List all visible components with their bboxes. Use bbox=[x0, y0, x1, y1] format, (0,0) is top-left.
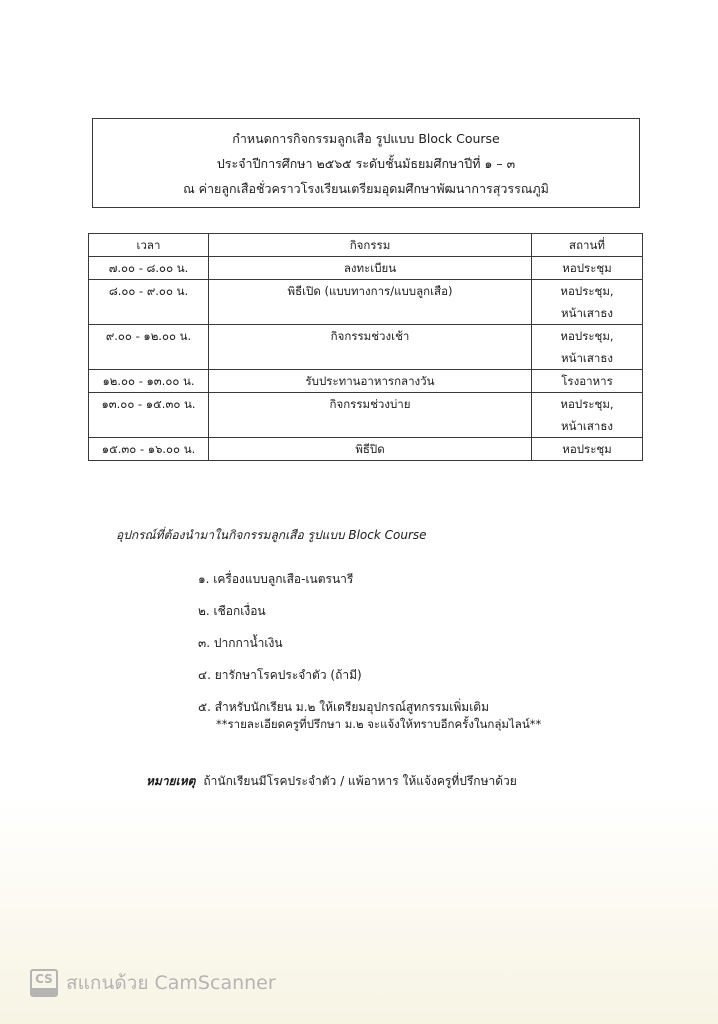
place-text: หอประชุม, bbox=[560, 397, 614, 411]
activity-cell: พิธีปิด bbox=[209, 438, 532, 461]
activity-cell: กิจกรรมช่วงบ่าย bbox=[209, 393, 532, 438]
place-cell bbox=[532, 280, 643, 325]
equipment-item: ๑. เครื่องแบบลูกเสือ-เนตรนารี bbox=[198, 572, 354, 586]
place-cell bbox=[532, 370, 643, 393]
place-text: โรงอาหาร bbox=[561, 374, 613, 388]
table-header-row bbox=[89, 234, 643, 257]
place-text: หอประชุม bbox=[562, 261, 612, 275]
schedule-table bbox=[88, 233, 643, 461]
time-cell: ๑๕.๓๐ - ๑๖.๐๐ น. bbox=[89, 438, 209, 461]
title-box bbox=[92, 118, 640, 208]
equipment-title: อุปกรณ์ที่ต้องนำมาในกิจกรรมลูกเสือ รูปแบบ Block Course bbox=[116, 528, 427, 542]
place-text: หน้าเสาธง bbox=[561, 306, 613, 320]
table-row bbox=[89, 370, 643, 393]
camscanner-logo-icon: CS bbox=[30, 969, 58, 997]
equipment-item: ๔. ยารักษาโรคประจำตัว (ถ้ามี) bbox=[198, 668, 362, 682]
place-text: หอประชุม bbox=[562, 442, 612, 456]
equipment-note: **รายละเอียดครูที่ปรึกษา ม.๒ จะแจ้งให้ทราบอีกครั้งในกลุ่มไลน์** bbox=[216, 717, 542, 731]
remark-label: หมายเหตุ bbox=[146, 774, 196, 788]
equipment-item: ๕. สำหรับนักเรียน ม.๒ ให้เตรียมอุปกรณ์สูทกรรมเพิ่มเติม bbox=[198, 700, 490, 714]
column-header-time: เวลา bbox=[89, 234, 209, 257]
place-cell bbox=[532, 325, 643, 370]
camscanner-watermark bbox=[30, 968, 276, 998]
title-line-1: กำหนดการกิจกรรมลูกเสือ รูปแบบ Block Course bbox=[232, 130, 500, 146]
place-text: หน้าเสาธง bbox=[561, 419, 613, 433]
place-cell bbox=[532, 393, 643, 438]
activity-cell: รับประทานอาหารกลางวัน bbox=[209, 370, 532, 393]
column-header-place: สถานที่ bbox=[532, 234, 643, 257]
table-row bbox=[89, 257, 643, 280]
remark bbox=[146, 772, 517, 791]
time-cell: ๗.๐๐ - ๘.๐๐ น. bbox=[89, 257, 209, 280]
equipment-item: ๒. เชือกเงื่อน bbox=[198, 604, 266, 618]
place-text: หน้าเสาธง bbox=[561, 351, 613, 365]
activity-cell: กิจกรรมช่วงเช้า bbox=[209, 325, 532, 370]
watermark-text: สแกนด้วย CamScanner bbox=[66, 972, 276, 994]
remark-text: ถ้านักเรียนมีโรคประจำตัว / แพ้อาหาร ให้แจ้งครูที่ปรึกษาด้วย bbox=[203, 774, 517, 788]
time-cell: ๘.๐๐ - ๙.๐๐ น. bbox=[89, 280, 209, 325]
equipment-list bbox=[198, 563, 489, 723]
place-text: หอประชุม, bbox=[560, 329, 614, 343]
time-cell: ๑๒.๐๐ - ๑๓.๐๐ น. bbox=[89, 370, 209, 393]
table-row bbox=[89, 438, 643, 461]
activity-cell: ลงทะเบียน bbox=[209, 257, 532, 280]
time-cell: ๙.๐๐ - ๑๒.๐๐ น. bbox=[89, 325, 209, 370]
table-row bbox=[89, 393, 643, 438]
place-cell bbox=[532, 257, 643, 280]
equipment-item: ๓. ปากกาน้ำเงิน bbox=[198, 636, 283, 650]
place-text: หอประชุม, bbox=[560, 284, 614, 298]
title-line-2: ประจำปีการศึกษา ๒๕๖๕ ระดับชั้นมัธยมศึกษาปีที่ ๑ – ๓ bbox=[216, 155, 516, 171]
activity-cell: พิธีเปิด (แบบทางการ/แบบลูกเสือ) bbox=[209, 280, 532, 325]
column-header-activity: กิจกรรม bbox=[209, 234, 532, 257]
table-row bbox=[89, 325, 643, 370]
time-cell: ๑๓.๐๐ - ๑๕.๓๐ น. bbox=[89, 393, 209, 438]
place-cell bbox=[532, 438, 643, 461]
title-line-3: ณ ค่ายลูกเสือชั่วคราวโรงเรียนเตรียมอุดมศึกษาพัฒนาการสุวรรณภูมิ bbox=[183, 180, 549, 196]
table-row bbox=[89, 280, 643, 325]
